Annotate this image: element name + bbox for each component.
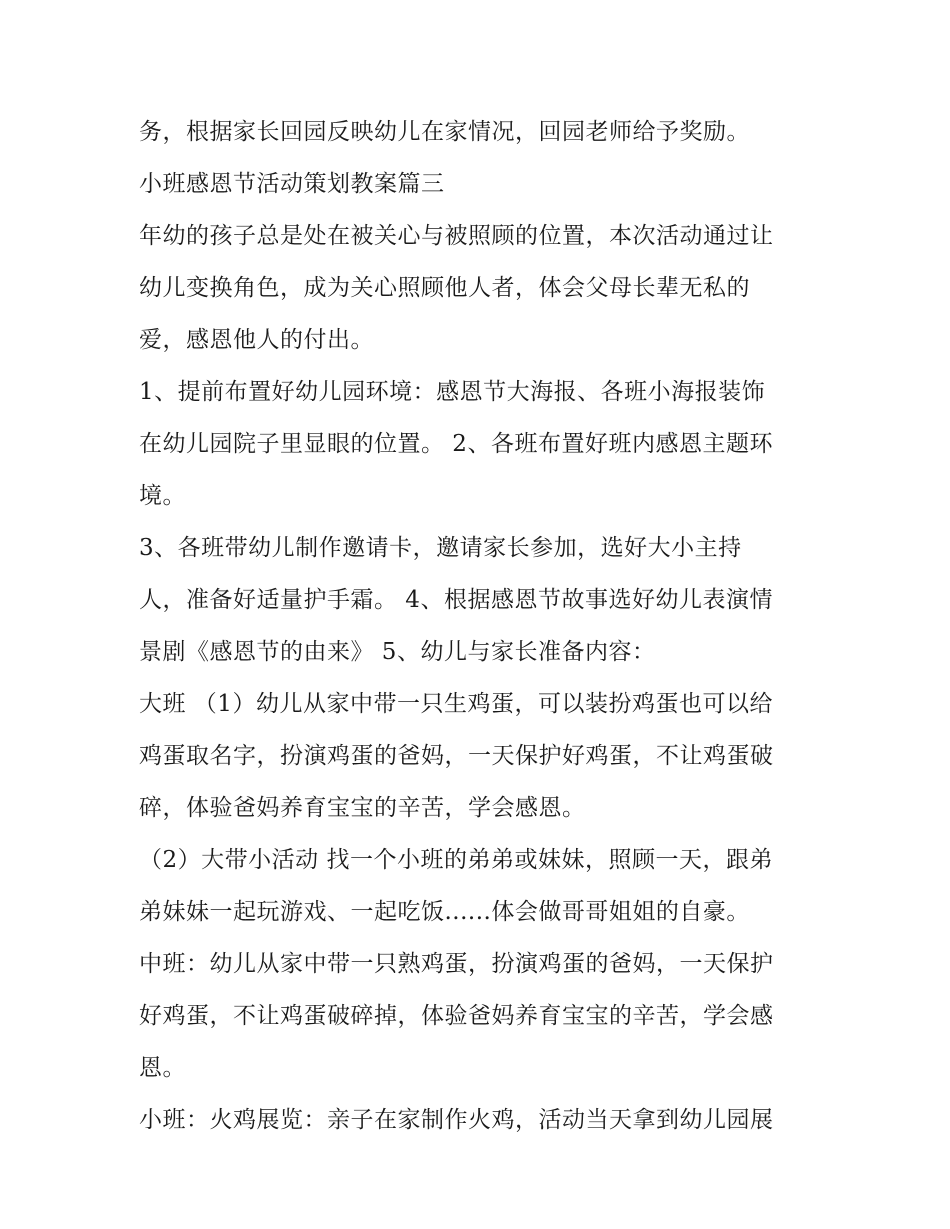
text-line: 中班：幼儿从家中带一只熟鸡蛋，扮演鸡蛋的爸妈，一天保护 [139,951,774,977]
text-line: 弟妹妹一起玩游戏、一起吃饭......体会做哥哥姐姐的自豪。 [139,899,750,925]
text-line: 人，准备好适量护手霜。 4、根据感恩节故事选好幼儿表演情 [139,587,773,613]
text-line: 碎，体验爸妈养育宝宝的辛苦，学会感恩。 [139,795,586,821]
text-line: （2）大带小活动 找一个小班的弟弟或妹妹，照顾一天，跟弟 [139,847,773,873]
text-line: 年幼的孩子总是处在被关心与被照顾的位置，本次活动通过让 [139,223,774,249]
text-line: 1、提前布置好幼儿园环境：感恩节大海报、各班小海报装饰 [139,379,766,405]
text-line: 幼儿变换角色，成为关心照顾他人者，体会父母长辈无私的 [139,275,750,301]
text-line: 境。 [139,483,186,509]
text-line: 在幼儿园院子里显眼的位置。 2、各班布置好班内感恩主题环 [139,431,773,457]
section-heading: 小班感恩节活动策划教案篇三 [139,171,445,197]
document-body [139,106,819,1146]
text-line: 大班 （1）幼儿从家中带一只生鸡蛋，可以装扮鸡蛋也可以给 [139,691,773,717]
text-line: 爱，感恩他人的付出。 [139,327,374,353]
text-line: 好鸡蛋，不让鸡蛋破碎掉，体验爸妈养育宝宝的辛苦，学会感 [139,1003,774,1029]
text-line: 小班：火鸡展览：亲子在家制作火鸡，活动当天拿到幼儿园展 [139,1107,774,1133]
text-line: 3、各班带幼儿制作邀请卡，邀请家长参加，选好大小主持 [139,535,742,561]
text-line: 恩。 [139,1055,186,1081]
text-line: 务，根据家长回园反映幼儿在家情况，回园老师给予奖励。 [139,119,750,145]
text-line: 鸡蛋取名字，扮演鸡蛋的爸妈，一天保护好鸡蛋，不让鸡蛋破 [139,743,774,769]
text-line: 景剧《感恩节的由来》 5、幼儿与家长准备内容： [139,639,656,665]
